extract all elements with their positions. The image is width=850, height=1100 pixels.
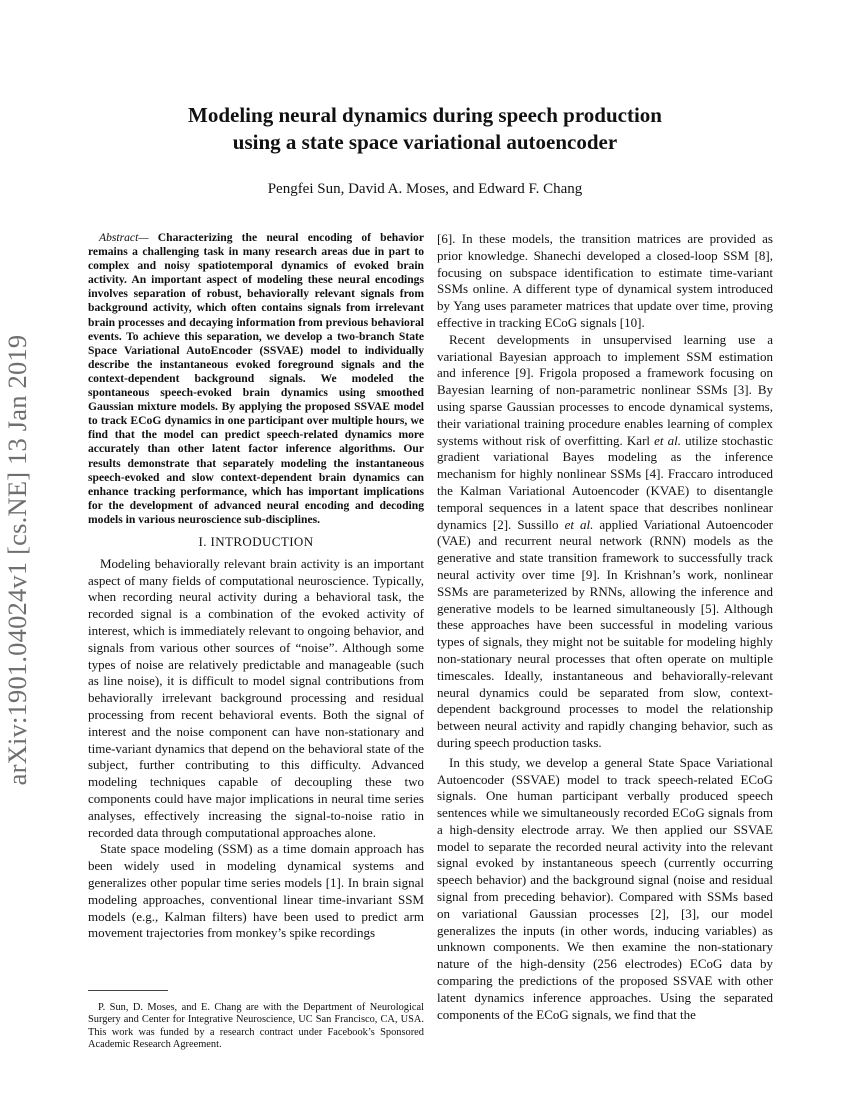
arxiv-sidebar-stamp: [2, 334, 66, 786]
right-paragraph-2: [437, 332, 773, 752]
arxiv-identifier: arXiv:1901.04024v1 [cs.NE] 13 Jan 2019: [2, 334, 32, 786]
abstract-label: Abstract: [99, 231, 139, 244]
author-list: Pengfei Sun, David A. Moses, and Edward F. Chang: [267, 181, 583, 197]
title-line-2: using a state space variational autoencoder: [232, 130, 618, 154]
left-column: [88, 231, 424, 942]
title-line-1: Modeling neural dynamics during speech production: [188, 103, 662, 127]
et-al-2: et al.: [564, 516, 594, 532]
footnote: [88, 1002, 424, 1052]
footnote-text: P. Sun, D. Moses, and E. Chang are with the Department of Neurological Surgery and Center for Integrative Neuroscience, UC San Francisco, CA, USA. This work was funded by a research contract under Facebook’s Sponsored Academic Research Agreement.: [88, 1002, 424, 1051]
footnote-rule: [88, 990, 168, 991]
right-paragraph-3: In this study, we develop a general State Space Variational Autoencoder (SSVAE) model to track speech-related ECoG signals. One human participant verbally produced speech sentences while we simultaneously recorded ECoG signals from a high-density electrode array. We then applied our SSVAE model to separate the recorded neural activity into the relevant signal evoked by instantaneous speech (currently occurring speech behavior) and the background signal (noise and residual signal from preceding behavior). Compared with SSMs based on variational Gaussian processes [2], [3], our model generalizes the inputs (in other words, inducing variables) as unknown components. We then examine the non-stationary nature of the high-density (256 electrodes) ECoG data by comparing the predictions of the proposed SSVAE with other latent dynamics inference approaches. Using the separated components of the ECoG signals, we find that the: [437, 754, 773, 1022]
et-al-1: et al.: [654, 432, 681, 448]
right-paragraph-2-part-c: applied Variational Autoencoder (VAE) and recurrent neural network (RNN) models as the generative and state transition framework to successfully track neural activity over time [9]. In Krishnan’s work, nonlinear SSMs are parameterized by RNNs, allowing the inference and generative models to be learned simultaneously [5]. Although these approaches have been successful in modeling various types of signals, they might not be suitable for modeling highly non-stationary neural processes that often operate on multiple timescales. Ideally, instantaneous and behaviorally-relevant neural dynamics could be separated from slow, context-dependent background processes to model the relationship between neural activity and rapidly changing behavior, such as during speech production tasks.: [437, 516, 773, 750]
right-paragraph-2-part-b: utilize stochastic gradient variational Bayes modeling as the inference mechanism for highly nonlinear SSMs [4]. Fraccaro introduced the Kalman Variational Autoencoder (KVAE) to disentangle temporal sequences in a latent space that describes nonlinear dynamics [2]. Sussillo: [437, 432, 773, 532]
intro-paragraph-2: State space modeling (SSM) as a time domain approach has been widely used in modeling dynamical systems and generalizes other popular time series models [1]. In brain signal modeling approaches, conventional linear time-invariant SSM models (e.g., Kalman filters) have been used to predict arm movement trajectories from monkey’s spike recordings: [88, 841, 424, 941]
abstract-text: Characterizing the neural encoding of behavior remains a challenging task in many research areas due in part to complex and noisy spatiotemporal dynamics of evoked brain activity. An important aspect of modeling these neural encodings involves separation of robust, behaviorally relevant signals from background activity, which often contains signals from irrelevant brain processes and decaying information from previous behavioral events. To achieve this separation, we develop a two-branch State Space Variational AutoEncoder (SSVAE) model to individually describe the instantaneous evoked foreground signals and the context-dependent background signals. We modeled the spontaneous speech-evoked brain dynamics using smoothed Gaussian mixture models. By applying the proposed SSVAE model to track ECoG dynamics in one participant over multiple hours, we find that the model can predict speech-related dynamics more accurately than other latent factor inference algorithms. Our results demonstrate that separately modeling the instantaneous speech-evoked and slow context-dependent brain dynamics can enhance tracking performance, which has important implications for the development of advanced neural encoding and decoding models in various neuroscience sub-disciplines.: [88, 231, 424, 526]
abstract: Abstract— Characterizing the neural encoding of behavior remains a challenging task in many research areas due in part to complex and noisy spatiotemporal dynamics of evoked brain activity. An important aspect of modeling these neural encodings involves separation of robust, behaviorally relevant signals from background activity, which often contains signals from irrelevant brain processes and decaying information from previous behavioral events. To achieve this separation, we develop a two-branch State Space Variational AutoEncoder (SSVAE) model to individually describe the instantaneous evoked foreground signals and the context-dependent background signals. We modeled the spontaneous speech-evoked brain dynamics using smoothed Gaussian mixture models. By applying the proposed SSVAE model to track ECoG dynamics in one participant over multiple hours, we find that the model can predict speech-related dynamics more accurately than other latent factor inference algorithms. Our results demonstrate that separately modeling the instantaneous speech-evoked and slow context-dependent brain dynamics can enhance tracking performance, which has important implications for the development of advanced neural encoding and decoding models in various neuroscience sub-disciplines.: [88, 231, 424, 526]
intro-paragraph-1: Modeling behaviorally relevant brain activity is an important aspect of many fields of computational neuroscience. Typically, when recording neural activity during a behavioral task, the recorded signal is a combination of the evoked activity of interest, which is immediately relevant to ongoing behavior, and signals from various other sources of “noise”. Although some types of noise are relatively predictable and manageable (such as line noise), it is difficult to model signal contributions from behaviorally irrelevant background processing and residual processing from recent behavioral events. Both the signal of interest and the noise component can have non-stationary and time-variant dynamics that depend on the behavioral state of the subject, further contributing to this difficulty. Advanced modeling techniques capable of decoupling these two components could have major implications in neural time series analyses, effectively increasing the signal-to-noise ratio in recorded data through computational approaches alone.: [88, 555, 424, 840]
right-column: [437, 231, 773, 1023]
section-heading-introduction: I. INTRODUCTION: [198, 533, 314, 549]
paper-title: [80, 102, 770, 156]
right-paragraph-1: [6]. In these models, the transition matrices are provided as prior knowledge. Shanechi developed a closed-loop SSM [8], focusing on subspace identification to estimate time-variant SSMs online. A different type of dynamical system introduced by Yang uses parameter matrices that update over time, proving effective in tracking ECoG signals [10].: [437, 231, 773, 330]
right-paragraph-2-part-a: Recent developments in unsupervised learning use a variational Bayesian approach to implement SSM estimation and inference [9]. Frigola proposed a framework focusing on Bayesian learning of non-parametric nonlinear SSMs [3]. By using sparse Gaussian processes to encode dynamical systems, their variational training procedure enables learning of complex systems without risk of overfitting. Karl: [437, 331, 773, 448]
